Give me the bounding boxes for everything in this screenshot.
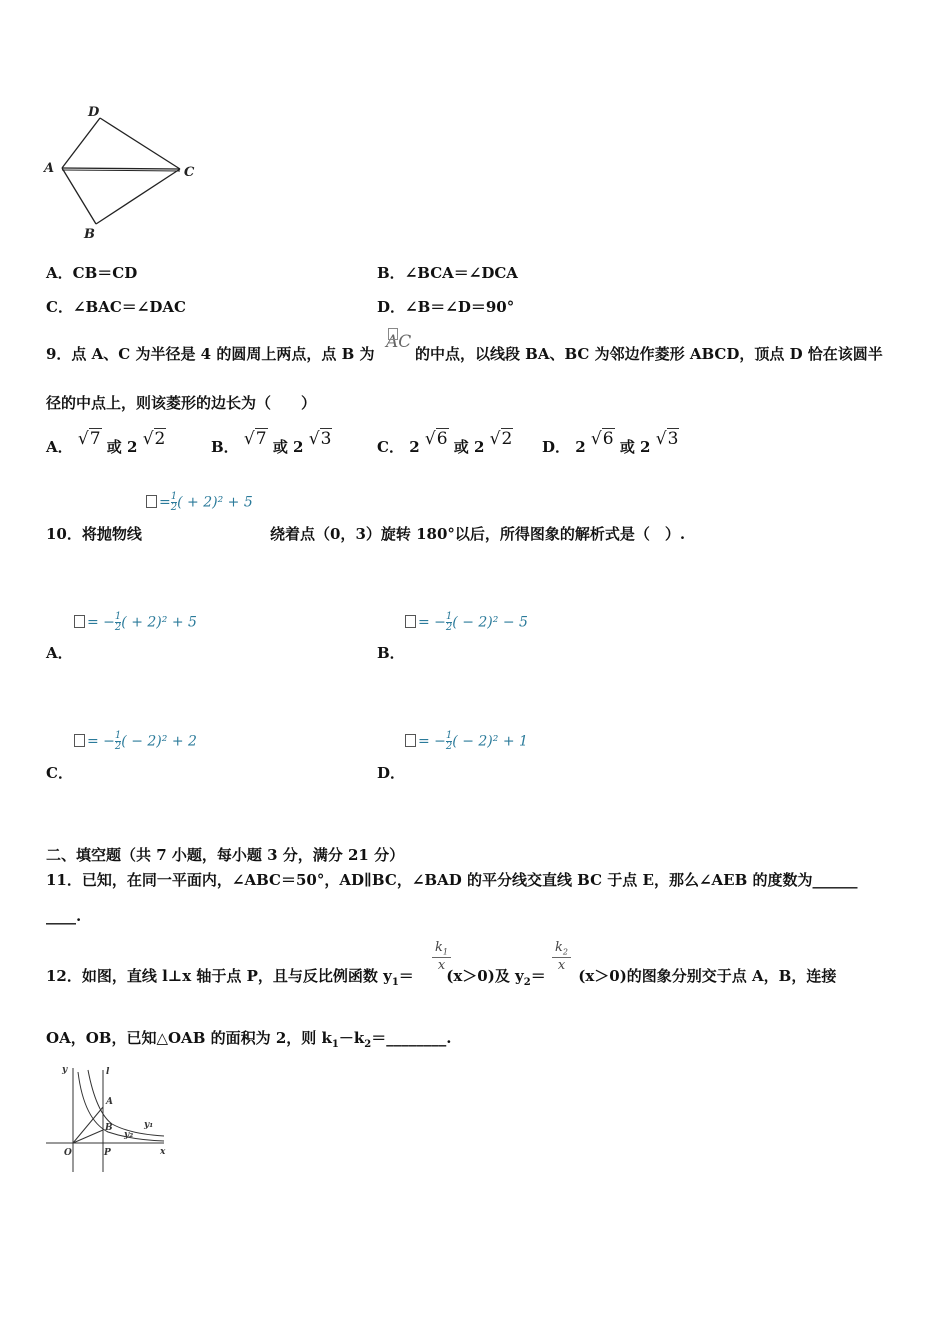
q10-option-d-formula: [405, 731, 528, 752]
q10-option-c-eq: = −: [87, 733, 115, 750]
q9-stem-part1: 9．点 A、C 为半径是 4 的圆周上两点，点 B 为: [46, 345, 375, 363]
fig-label-a: A: [106, 1097, 113, 1107]
q12-k1-den: x: [437, 957, 446, 973]
q8-option-d-letter: D．: [377, 298, 406, 316]
q10-stem-formula: [146, 492, 253, 513]
fig-label-l: l: [106, 1067, 110, 1077]
edge-ab: [62, 168, 96, 224]
edge-ac: [62, 168, 180, 169]
q9-option-d-or: 或 2: [619, 438, 651, 456]
variable-placeholder-icon: [74, 615, 85, 628]
sqrt-icon: √3: [308, 429, 332, 449]
edge-dc: [100, 118, 180, 169]
q10-option-a-formula: [74, 612, 197, 633]
q12-line2-sub2: 2: [364, 1039, 372, 1050]
sqrt-icon: √6: [590, 429, 614, 449]
q10-stem-part2: 绕着点（0，3）旋转 180°以后，所得图象的解析式是（ ）.: [270, 525, 686, 543]
q12-line2-sub1: 1: [331, 1039, 339, 1050]
q11-line2: ____.: [46, 907, 82, 925]
q12-k2-den: x: [557, 957, 566, 973]
q10-option-c-frac-num: 1: [114, 730, 122, 741]
q9-option-b-or: 或 2: [272, 438, 304, 456]
q10-option-b-frac-num: 1: [445, 611, 453, 622]
q9-option-b-letter: B．: [211, 438, 239, 456]
label-c: C: [184, 165, 195, 180]
q9-option-a-or: 或 2: [106, 438, 138, 456]
q9-option-d-rad2: 3: [667, 429, 679, 449]
label-a: A: [44, 161, 55, 176]
q9-arc-ac: [386, 332, 411, 352]
q8-option-d: [377, 296, 514, 317]
q10-option-a-frac-den: 2: [114, 622, 122, 633]
q9-stem-line2: 径的中点上，则该菱形的边长为（ ）: [46, 394, 317, 412]
q10-option-d-rest: ( − 2)² + 1: [452, 733, 528, 750]
q8-option-b-letter: B．: [377, 264, 405, 282]
q10-stem-frac-num: 1: [170, 491, 178, 502]
q10-stem-eq: =: [159, 494, 171, 511]
variable-placeholder-icon: [146, 495, 157, 508]
label-d: D: [88, 105, 100, 120]
q10-option-b-letter: B．: [377, 644, 405, 662]
label-b: B: [84, 227, 95, 242]
q8-option-b-text: ∠BCA＝∠DCA: [404, 264, 518, 282]
variable-placeholder-icon: [74, 734, 85, 747]
q10-option-c-formula: [74, 731, 197, 752]
q12-k1-sub: 1: [442, 947, 448, 957]
q12-line2-a: OA，OB，已知△OAB 的面积为 2，则 k: [46, 1029, 332, 1047]
fig-label-y1: y₁: [144, 1120, 154, 1130]
arc-symbol-icon: [388, 328, 398, 340]
q12-k1-fraction: [432, 940, 451, 973]
q12-cond2: (x＞0)的图象分别交于点 A，B，连接: [578, 967, 837, 985]
q9-option-a-rad1: 7: [89, 429, 101, 449]
edge-ad: [62, 118, 100, 168]
q8-option-d-text: ∠B＝∠D＝90°: [405, 298, 515, 316]
q10-option-d-eq: = −: [418, 733, 446, 750]
q10-option-c-frac-den: 2: [114, 741, 122, 752]
edge-bc: [96, 169, 180, 224]
segment-ob: [73, 1130, 103, 1143]
fig-label-y: y: [62, 1065, 68, 1075]
q9-stem-part2: 的中点，以线段 BA、BC 为邻边作菱形 ABCD，顶点 D 恰在该圆半: [414, 345, 883, 363]
q9-arc-label: AC: [386, 332, 412, 352]
q9-option-c-rad1: 6: [436, 429, 448, 449]
q10-option-d-frac-num: 1: [445, 730, 453, 741]
q9-option-d-letter: D．: [542, 438, 571, 456]
sqrt-icon: √6: [424, 429, 448, 449]
q8-option-c: [46, 296, 186, 317]
q12-sub2: 2: [523, 977, 531, 988]
q9-option-c-rad2: 2: [501, 429, 513, 449]
sqrt-icon: √2: [489, 429, 513, 449]
fig-label-x: x: [160, 1147, 166, 1157]
q9-option-b: [211, 429, 332, 457]
q9-option-c: [377, 429, 513, 457]
q12-k1-letter: k: [435, 940, 443, 955]
q12-eq1: ＝: [398, 967, 414, 985]
fig-label-p: P: [104, 1148, 111, 1158]
q12-line2-end: ＝________.: [371, 1029, 452, 1047]
q8-option-a-text: CB＝CD: [72, 264, 138, 282]
q9-option-c-or: 或 2: [453, 438, 485, 456]
q8-option-c-text: ∠BAC＝∠DAC: [72, 298, 186, 316]
q10-option-b-rest: ( − 2)² − 5: [452, 614, 528, 631]
q9-option-c-coef: 2: [409, 438, 420, 456]
q12-line2: [46, 1027, 451, 1050]
q9-option-a-letter: A．: [46, 438, 73, 456]
q9-option-d-rad1: 6: [602, 429, 614, 449]
q9-option-d: [542, 429, 679, 457]
q12-k2-num: [552, 940, 571, 958]
q10-option-c-letter: C．: [46, 764, 73, 782]
q12-line2-minus: －k: [338, 1029, 365, 1047]
fig-label-o: O: [64, 1148, 72, 1158]
fig-label-b: B: [105, 1123, 113, 1133]
q12-k2-letter: k: [555, 940, 563, 955]
sqrt-icon: √3: [655, 429, 679, 449]
edge-ac-shadow: [62, 170, 180, 171]
q10-option-a-frac-num: 1: [114, 611, 122, 622]
q12-k2-fraction: [552, 940, 571, 973]
q8-quadrilateral-figure: [40, 100, 210, 245]
variable-placeholder-icon: [405, 734, 416, 747]
q10-option-d-frac-den: 2: [445, 741, 453, 752]
q12-k2-sub: 2: [562, 947, 568, 957]
sqrt-icon: √2: [142, 429, 166, 449]
q9-stem-line1: [46, 343, 883, 364]
q11-line1: 11．已知，在同一平面内，∠ABC＝50°，AD∥BC，∠BAD 的平分线交直线 BC 于点 E，那么∠AEB 的度数为______: [46, 871, 858, 889]
q12-sub1: 1: [391, 977, 399, 988]
q10-stem-rest: ( + 2)² + 5: [177, 494, 253, 511]
q12-hyperbola-figure: [40, 1060, 175, 1178]
q10-stem-frac-den: 2: [170, 502, 178, 513]
q10-option-c-rest: ( − 2)² + 2: [121, 733, 197, 750]
q10-option-b-frac-den: 2: [445, 622, 453, 633]
q9-option-a-rad2: 2: [154, 429, 166, 449]
q10-option-d-letter: D．: [377, 764, 406, 782]
q10-option-a-eq: = −: [87, 614, 115, 631]
q8-option-c-letter: C．: [46, 298, 73, 316]
q10-option-b-formula: [405, 612, 528, 633]
sqrt-icon: √7: [77, 429, 101, 449]
q8-option-a-letter: A．: [46, 264, 73, 282]
sqrt-icon: √7: [243, 429, 267, 449]
q12-eq2: ＝: [530, 967, 546, 985]
q8-option-b: [377, 262, 518, 283]
q8-option-a: [46, 262, 137, 283]
q10-option-a-rest: ( + 2)² + 5: [121, 614, 197, 631]
q9-option-c-letter: C．: [377, 438, 404, 456]
q9-option-a: [46, 429, 166, 457]
q9-option-d-coef: 2: [575, 438, 586, 456]
variable-placeholder-icon: [405, 615, 416, 628]
q9-option-b-rad1: 7: [255, 429, 267, 449]
q12-k1-num: [432, 940, 451, 958]
q12-part1: 12．如图，直线 l⊥x 轴于点 P，且与反比例函数 y: [46, 967, 392, 985]
q12-cond1: (x＞0)及 y: [446, 967, 524, 985]
q10-option-b-eq: = −: [418, 614, 446, 631]
q9-option-b-rad2: 3: [320, 429, 332, 449]
q10-stem-part1: 10．将抛物线: [46, 525, 142, 543]
fig-label-y2: y₂: [124, 1130, 134, 1140]
q10-option-a-letter: A．: [46, 644, 73, 662]
section2-heading: 二、填空题（共 7 小题，每小题 3 分，满分 21 分）: [46, 846, 405, 864]
